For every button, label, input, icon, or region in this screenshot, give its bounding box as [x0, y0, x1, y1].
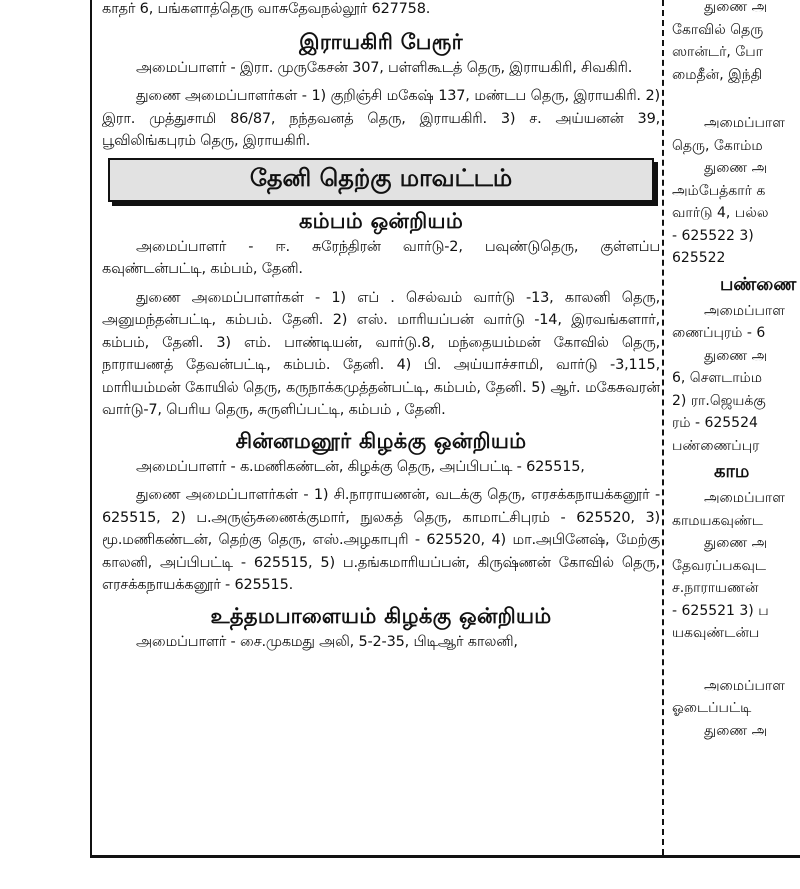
text-line: துணை அ — [704, 0, 768, 15]
text-line: 6, சௌடாம்ம — [672, 370, 763, 386]
text-line: ரம் - 625524 — [672, 415, 758, 431]
right-column — [672, 0, 800, 855]
text-line: அமைப்பாள — [704, 677, 785, 694]
text-line: 2) ரா.ஜெயக்கு — [672, 392, 766, 409]
section-chinnamanur — [102, 426, 660, 597]
section-heading: காம — [714, 461, 750, 482]
text-line: ணைப்புரம் - 6 — [672, 325, 766, 341]
text-line: - 625522 3) — [672, 227, 754, 244]
section-heading: பண்ணை — [720, 273, 797, 295]
text-line: அம்பேத்கார் க — [672, 182, 766, 199]
text-line: யகவுண்டன்ப — [672, 625, 760, 641]
column-divider — [662, 0, 664, 855]
text-line: துணை அ — [704, 347, 768, 364]
section-heading: சின்னமனூர் கிழக்கு ஒன்றியம் — [235, 428, 527, 453]
text-line: அமைப்பாள — [704, 490, 785, 506]
text-line: துணை அ — [704, 160, 768, 176]
deputies-paragraph: துணை அமைப்பாளர்கள் - 1) எப் . செல்வம் வார்டு -13, காலனி தெரு, அனுமந்தன்பட்டி, கம்பம். தேனி. 2) எஸ். மாரியப்பன் வார்டு -14, இரவங்களார், கம்பம், தேனி. 3) எம். பாண்டியன், வார்டு.8, மந்தையம்மன் கோவில் தெரு, நாராயணத் தேவன்பட்டி, கம்பம். தேனி. 4) பி. அய்யாச்சாமி, வார்டு -3,115, மாரியம்மன் கோயில் தெரு, கருநாக்கமுத்தன்பட்டி, கம்பம், தேனி. 5) ஆர். மகேசுவரன் வார்டு-7, பெரிய தெரு, சுருளிப்பட்டி, கம்பம் , தேனி. — [102, 289, 660, 418]
text-line: அமைப்பாள — [704, 302, 785, 319]
left-border-rule — [90, 0, 92, 858]
district-banner: தேனி தெற்கு மாவட்டம் — [108, 158, 654, 202]
top-fragment: காதர் 6, பங்களாத்தெரு வாசுதேவநல்லூர் 627758. — [102, 1, 431, 17]
text-line: ச.நாராயணன் — [672, 580, 759, 596]
section-uthamapalayam — [102, 601, 660, 654]
deputies-paragraph: துணை அமைப்பாளர்கள் - 1) சி.நாராயணன், வடக்கு தெரு, எரசக்கநாயக்கனூர் - 625515, 2) ப.அருஞ்சுணைக்குமார், நுலகத் தெரு, காமாட்சிபுரம் - 625520, 3) மூ.மணிகண்டன், தெற்கு தெரு, எஸ்.அழகாபுரி - 625520, 4) மா.அபினேஷ், மேற்கு காலனி, அப்பிபட்டி - 625515, 5) ப.தங்கமாரியப்பன், கிருஷ்ணன் கோவில் தெரு, எரசக்கநாயக்கனூர் - 625515. — [102, 487, 660, 593]
text-line: 625522 — [672, 250, 726, 266]
text-line: துணை அ — [704, 722, 768, 739]
text-line: கோவில் தெரு — [672, 21, 764, 38]
section-cumbum — [102, 206, 660, 422]
text-line: வார்டு 4, பல்ல — [672, 205, 769, 221]
section-rayagiri — [102, 27, 660, 153]
text-line: ஸான்டர், போ — [672, 44, 763, 60]
text-line: பண்ணைப்புர — [672, 437, 760, 454]
left-column — [102, 0, 660, 855]
text-line: மைதீன், இந்தி — [672, 66, 763, 83]
organizer-paragraph: அமைப்பாளர் - சை.முகமது அலி, 5-2-35, பிடிஆர் காலனி, — [136, 633, 518, 650]
text-line: காமயகவுண்ட — [672, 512, 763, 529]
section-heading: இராயகிரி பேரூர் — [299, 29, 463, 54]
organizer-paragraph: அமைப்பாளர் - ஈ. சுரேந்திரன் வார்டு-2, பவுண்டுதெரு, குள்ளப்ப கவுண்டன்பட்டி, கம்பம், தேனி. — [102, 238, 660, 277]
organizer-paragraph: அமைப்பாளர் - க.மணிகண்டன், கிழக்கு தெரு, அப்பிபட்டி - 625515, — [136, 458, 585, 475]
organizer-paragraph: அமைப்பாளர் - இரா. முருகேசன் 307, பள்ளிகூடத் தெரு, இராயகிரி, சிவகிரி. — [136, 59, 633, 76]
text-line: - 625521 3) ப — [672, 602, 769, 619]
section-heading: கம்பம் ஒன்றியம் — [298, 208, 464, 233]
deputies-paragraph: துணை அமைப்பாளர்கள் - 1) குறிஞ்சி மகேஷ் 137, மண்டப தெரு, இராயகிரி. 2) இரா. முத்துசாமி 86/87, நந்தவனத் தெரு, இராயகிரி. 3) ச. அய்யனன் 39, பூவிலிங்கபுரம் தெரு, இராயகிரி. — [102, 88, 660, 149]
text-line: அமைப்பாள — [704, 115, 785, 131]
text-line: தேவரப்பகவுட — [672, 557, 767, 574]
text-line: தெரு, கோம்ம — [672, 137, 763, 154]
bottom-border-rule — [90, 855, 800, 858]
text-line: துணை அ — [704, 535, 768, 551]
text-line: ஓடைப்பட்டி — [672, 700, 752, 716]
section-heading: உத்தமபாளையம் கிழக்கு ஒன்றியம் — [210, 603, 552, 628]
